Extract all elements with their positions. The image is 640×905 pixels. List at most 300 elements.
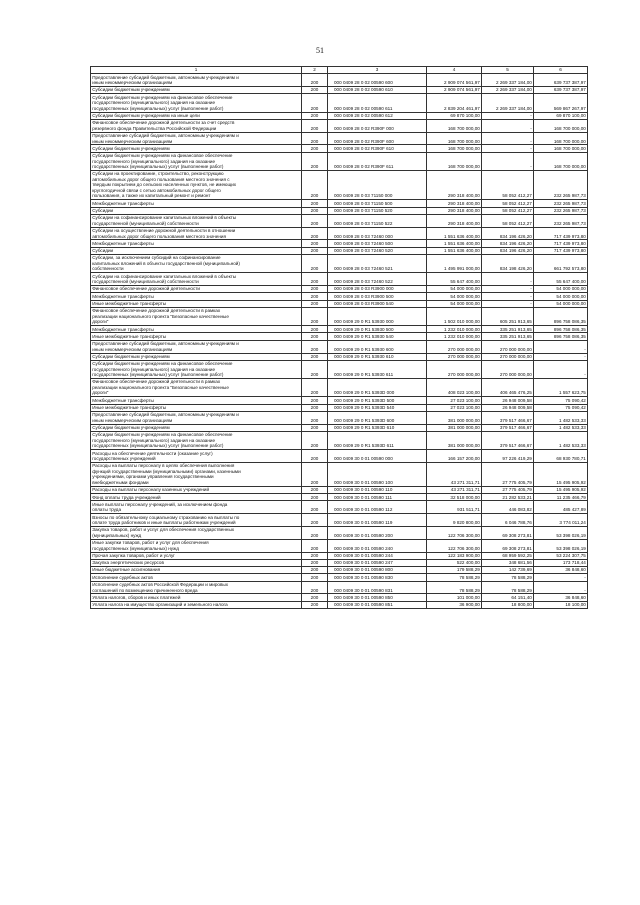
unexecuted-amount-cell: 68 930 780,71 <box>534 450 588 463</box>
executed-amount-cell: 270 000 000,00 <box>482 360 534 378</box>
row-code-cell: 200 <box>302 340 328 353</box>
budget-classification-cell: 000 0409 29 0 R1 5393D 540 <box>328 404 427 411</box>
row-code-cell: 200 <box>302 539 328 552</box>
unexecuted-amount-cell: 639 737 387,97 <box>534 87 588 94</box>
budget-classification-cell: 000 0409 30 0 01 00590 244 <box>328 552 427 559</box>
executed-amount-cell: 834 198 426,20 <box>482 255 534 273</box>
table-row <box>91 227 588 240</box>
budget-classification-cell: 000 0409 29 0 R1 53930 611 <box>328 360 427 378</box>
row-name-cell: Субсидии бюджетным учреждениям на финансовое обеспечение государственного (муниципального) задания на оказание государственных (муниципальных) услуг (выполнение работ) <box>91 432 302 450</box>
row-name-cell: Иные бюджетные ассигнования <box>91 567 302 574</box>
table-row <box>91 273 588 286</box>
table-header-row <box>91 67 588 74</box>
unexecuted-amount-cell: 53 398 026,19 <box>534 526 588 539</box>
row-name-cell: Субсидии бюджетным учреждениям на финансовое обеспечение государственного (муниципального) задания на оказание государственных (муниципальных) услуг (выполнение работ) <box>91 360 302 378</box>
unexecuted-amount-cell: 232 265 987,73 <box>534 200 588 207</box>
unexecuted-amount-cell: 168 700 000,00 <box>534 145 588 152</box>
row-name-cell: Межбюджетные трансферты <box>91 397 302 404</box>
table-row <box>91 119 588 132</box>
approved-amount-cell: 55 647 400,00 <box>427 273 482 286</box>
budget-classification-cell: 000 0409 29 0 R1 53930 000 <box>328 307 427 325</box>
approved-amount-cell: 381 000 000,00 <box>427 432 482 450</box>
approved-amount-cell: 2 909 074 561,97 <box>427 87 482 94</box>
executed-amount-cell: 379 517 466,67 <box>482 432 534 450</box>
budget-classification-cell: 000 0409 30 0 01 00590 100 <box>328 463 427 487</box>
approved-amount-cell: 27 023 100,00 <box>427 397 482 404</box>
row-name-cell: Предоставление субсидий бюджетным, автономным учреждениям и иным некоммерческим организациям <box>91 132 302 145</box>
row-code-cell: 200 <box>302 552 328 559</box>
unexecuted-amount-cell: 232 265 987,73 <box>534 214 588 227</box>
approved-amount-cell: 122 183 900,00 <box>427 552 482 559</box>
budget-classification-cell: 000 0409 28 0 02 R390F 610 <box>328 145 427 152</box>
unexecuted-amount-cell: - <box>534 574 588 581</box>
table-row <box>91 539 588 552</box>
approved-amount-cell: 290 318 400,00 <box>427 207 482 214</box>
table-row <box>91 432 588 450</box>
row-code-cell: 200 <box>302 432 328 450</box>
table-row <box>91 424 588 431</box>
row-name-cell: Иные межбюджетные трансферты <box>91 300 302 307</box>
unexecuted-amount-cell: 717 439 973,80 <box>534 227 588 240</box>
budget-classification-cell: 000 0409 28 0 02 00590 600 <box>328 74 427 87</box>
approved-amount-cell: 78 588,29 <box>427 574 482 581</box>
table-row <box>91 307 588 325</box>
approved-amount-cell: 290 318 400,00 <box>427 200 482 207</box>
budget-classification-cell: 000 0409 29 0 R1 5393D 600 <box>328 411 427 424</box>
budget-classification-cell: 000 0409 30 0 01 00590 119 <box>328 514 427 527</box>
unexecuted-amount-cell: - <box>534 353 588 360</box>
row-name-cell: Расходы на выплаты персоналу казенных учреждений <box>91 486 302 493</box>
row-code-cell: 200 <box>302 171 328 200</box>
approved-amount-cell: 179 588,29 <box>427 567 482 574</box>
executed-amount-cell: 97 226 419,29 <box>482 450 534 463</box>
unexecuted-amount-cell: 717 439 973,80 <box>534 240 588 247</box>
approved-amount-cell: 270 000 000,00 <box>427 340 482 353</box>
unexecuted-amount-cell: 168 700 000,00 <box>534 119 588 132</box>
unexecuted-amount-cell: 896 758 086,35 <box>534 326 588 333</box>
row-name-cell: Уплата налога на имущество организаций и земельного налога <box>91 601 302 608</box>
budget-classification-cell: 000 0409 30 0 01 00590 800 <box>328 567 427 574</box>
executed-amount-cell: 69 308 273,81 <box>482 539 534 552</box>
column-header: 3 <box>328 67 427 74</box>
row-name-cell: Межбюджетные трансферты <box>91 326 302 333</box>
executed-amount-cell: - <box>482 293 534 300</box>
row-code-cell: 200 <box>302 293 328 300</box>
approved-amount-cell: 1 551 636 400,00 <box>427 227 482 240</box>
row-name-cell: Предоставление субсидий бюджетным, автономным учреждениям и иным некоммерческим организациям <box>91 74 302 87</box>
row-code-cell: 200 <box>302 145 328 152</box>
executed-amount-cell: 27 775 405,79 <box>482 486 534 493</box>
table-row <box>91 581 588 594</box>
row-name-cell: Закупка товаров, работ и услуг для обеспечения государственных (муниципальных) нужд <box>91 526 302 539</box>
executed-amount-cell: 2 269 337 184,00 <box>482 94 534 112</box>
budget-classification-cell: 000 0409 29 0 R1 5393D 000 <box>328 379 427 397</box>
row-code-cell: 200 <box>302 424 328 431</box>
executed-amount-cell: 348 681,56 <box>482 559 534 566</box>
executed-amount-cell: - <box>482 112 534 119</box>
column-header: 1 <box>91 67 302 74</box>
row-code-cell: 200 <box>302 494 328 501</box>
row-name-cell: Субсидии на проектирование, строительство, реконструкцию автомобильных дорог общего пользования местного значения с твердым покрытием до сельских населенных пунктов, не имеющих круглогодичной связи с сетью автомобильных дорог общего пользования, а также их капитальный ремонт и ремонт <box>91 171 302 200</box>
executed-amount-cell: - <box>482 300 534 307</box>
approved-amount-cell: 69 870 100,00 <box>427 112 482 119</box>
unexecuted-amount-cell: 75 090,42 <box>534 404 588 411</box>
approved-amount-cell: 2 839 204 461,97 <box>427 94 482 112</box>
approved-amount-cell: 168 700 000,00 <box>427 152 482 170</box>
unexecuted-amount-cell: 168 700 000,00 <box>534 152 588 170</box>
executed-amount-cell: 27 775 405,79 <box>482 463 534 487</box>
row-name-cell: Субсидии бюджетным учреждениям <box>91 424 302 431</box>
unexecuted-amount-cell: 569 867 267,97 <box>534 94 588 112</box>
table-row <box>91 300 588 307</box>
budget-classification-cell: 000 0409 30 0 01 00590 111 <box>328 494 427 501</box>
row-name-cell: Расходы на выплаты персоналу в целях обеспечения выполнения функций государственными (муниципальными) органами, казенными учреждениями, органами управления государственными внебюджетными фондами <box>91 463 302 487</box>
approved-amount-cell: 1 232 010 000,00 <box>427 326 482 333</box>
table-row <box>91 293 588 300</box>
budget-classification-cell: 000 0409 30 0 01 00590 110 <box>328 486 427 493</box>
approved-amount-cell: 54 000 000,00 <box>427 286 482 293</box>
budget-classification-cell: 000 0409 28 0 03 R3900 000 <box>328 286 427 293</box>
executed-amount-cell: 406 465 476,25 <box>482 379 534 397</box>
executed-amount-cell: 834 196 426,20 <box>482 227 534 240</box>
row-name-cell: Субсидии бюджетным учреждениям на иные цели <box>91 112 302 119</box>
unexecuted-amount-cell: 36 848,60 <box>534 594 588 601</box>
unexecuted-amount-cell: 896 758 086,35 <box>534 307 588 325</box>
row-code-cell: 200 <box>302 286 328 293</box>
row-code-cell: 200 <box>302 333 328 340</box>
table-row <box>91 601 588 608</box>
row-code-cell: 200 <box>302 227 328 240</box>
budget-classification-cell: 000 0409 29 0 R1 53930 600 <box>328 340 427 353</box>
row-code-cell: 200 <box>302 300 328 307</box>
column-header: 6 <box>534 67 588 74</box>
approved-amount-cell: 32 518 000,00 <box>427 494 482 501</box>
budget-classification-cell: 000 0409 28 0 03 72460 500 <box>328 240 427 247</box>
budget-classification-cell: 000 0409 28 0 03 R3900 540 <box>328 300 427 307</box>
unexecuted-amount-cell: 18 100,00 <box>534 601 588 608</box>
unexecuted-amount-cell: 661 792 573,80 <box>534 255 588 273</box>
table-row <box>91 379 588 397</box>
approved-amount-cell: 43 271 311,71 <box>427 486 482 493</box>
row-name-cell: Исполнение судебных актов Российской Федерации и мировых соглашений по возмещению причиненного вреда <box>91 581 302 594</box>
budget-classification-cell: 000 0409 30 0 01 00590 240 <box>328 539 427 552</box>
row-code-cell: 200 <box>302 255 328 273</box>
row-name-cell: Субсидии на софинансирование капитальных вложений в объекты государственной (муниципальной) собственности <box>91 273 302 286</box>
budget-classification-cell: 000 0409 29 0 R1 53930 610 <box>328 353 427 360</box>
row-name-cell: Субсидии, за исключением субсидий на софинансирование капитальных вложений в объекты государственной (муниципальной) собственности <box>91 255 302 273</box>
executed-amount-cell: 21 282 533,21 <box>482 494 534 501</box>
approved-amount-cell: 522 400,00 <box>427 559 482 566</box>
row-code-cell: 200 <box>302 411 328 424</box>
table-row <box>91 450 588 463</box>
row-code-cell: 200 <box>302 379 328 397</box>
table-row <box>91 94 588 112</box>
table-row <box>91 463 588 487</box>
row-code-cell: 200 <box>302 112 328 119</box>
row-name-cell: Субсидии на софинансирование капитальных вложений в объекты государственной (муниципальной) собственности <box>91 214 302 227</box>
row-name-cell: Иные межбюджетные трансферты <box>91 404 302 411</box>
approved-amount-cell: 270 000 000,00 <box>427 360 482 378</box>
budget-classification-cell: 000 0409 28 0 03 R3900 500 <box>328 293 427 300</box>
executed-amount-cell: 270 000 000,00 <box>482 353 534 360</box>
executed-amount-cell: 58 052 412,27 <box>482 171 534 200</box>
unexecuted-amount-cell: - <box>534 360 588 378</box>
row-name-cell: Финансовое обеспечение дорожной деятельности <box>91 286 302 293</box>
unexecuted-amount-cell: 1 482 533,33 <box>534 411 588 424</box>
approved-amount-cell: 122 706 300,00 <box>427 526 482 539</box>
approved-amount-cell: 78 588,29 <box>427 581 482 594</box>
row-name-cell: Субсидии бюджетным учреждениям <box>91 145 302 152</box>
row-code-cell: 200 <box>302 360 328 378</box>
approved-amount-cell: 54 000 000,00 <box>427 293 482 300</box>
table-row <box>91 132 588 145</box>
budget-classification-cell: 000 0409 28 0 02 00590 610 <box>328 87 427 94</box>
approved-amount-cell: 168 700 000,00 <box>427 145 482 152</box>
table-row <box>91 87 588 94</box>
approved-amount-cell: 168 700 000,00 <box>427 119 482 132</box>
row-name-cell: Предоставление субсидий бюджетным, автономным учреждениям и иным некоммерческим организациям <box>91 411 302 424</box>
table-row <box>91 112 588 119</box>
approved-amount-cell: 54 000 000,00 <box>427 300 482 307</box>
budget-classification-cell: 000 0409 29 0 R1 5393D 611 <box>328 432 427 450</box>
row-code-cell: 200 <box>302 514 328 527</box>
row-code-cell: 200 <box>302 307 328 325</box>
executed-amount-cell: - <box>482 273 534 286</box>
approved-amount-cell: 166 157 200,00 <box>427 450 482 463</box>
row-code-cell: 200 <box>302 207 328 214</box>
executed-amount-cell: 605 251 913,65 <box>482 307 534 325</box>
budget-classification-cell: 000 0409 29 0 R1 53930 540 <box>328 333 427 340</box>
row-name-cell: Межбюджетные трансферты <box>91 200 302 207</box>
approved-amount-cell: 27 023 100,00 <box>427 404 482 411</box>
row-name-cell: Иные межбюджетные трансферты <box>91 333 302 340</box>
budget-classification-cell: 000 0409 29 0 R1 53930 500 <box>328 326 427 333</box>
approved-amount-cell: 1 232 010 000,00 <box>427 333 482 340</box>
approved-amount-cell: 931 511,71 <box>427 501 482 514</box>
unexecuted-amount-cell: 55 647 400,00 <box>534 273 588 286</box>
executed-amount-cell: 2 269 337 184,00 <box>482 74 534 87</box>
row-name-cell: Предоставление субсидий бюджетным, автономным учреждениям и иным некоммерческим организациям <box>91 340 302 353</box>
row-name-cell: Субсидии бюджетным учреждениям <box>91 353 302 360</box>
approved-amount-cell: 381 000 000,00 <box>427 424 482 431</box>
executed-amount-cell: 78 588,29 <box>482 574 534 581</box>
row-name-cell: Субсидии <box>91 247 302 254</box>
row-code-cell: 200 <box>302 581 328 594</box>
unexecuted-amount-cell: 1 557 623,75 <box>534 379 588 397</box>
approved-amount-cell: 2 909 074 561,97 <box>427 74 482 87</box>
unexecuted-amount-cell: 54 000 000,00 <box>534 300 588 307</box>
table-row <box>91 207 588 214</box>
table-row <box>91 145 588 152</box>
column-header: 5 <box>482 67 534 74</box>
approved-amount-cell: 43 271 311,71 <box>427 463 482 487</box>
row-code-cell: 200 <box>302 601 328 608</box>
unexecuted-amount-cell: 69 870 100,00 <box>534 112 588 119</box>
executed-amount-cell: 58 052 412,27 <box>482 214 534 227</box>
unexecuted-amount-cell: 896 758 086,35 <box>534 333 588 340</box>
executed-amount-cell: 834 196 426,20 <box>482 240 534 247</box>
executed-amount-cell: 18 800,00 <box>482 601 534 608</box>
executed-amount-cell: 270 000 000,00 <box>482 340 534 353</box>
budget-execution-table <box>90 66 588 609</box>
unexecuted-amount-cell: 36 848,60 <box>534 567 588 574</box>
row-name-cell: Межбюджетные трансферты <box>91 240 302 247</box>
budget-classification-cell: 000 0409 30 0 01 00590 830 <box>328 574 427 581</box>
executed-amount-cell: 446 083,82 <box>482 501 534 514</box>
row-code-cell: 200 <box>302 74 328 87</box>
budget-classification-cell: 000 0409 28 0 02 R390F 600 <box>328 132 427 145</box>
row-code-cell: 200 <box>302 486 328 493</box>
budget-classification-cell: 000 0409 28 0 03 72460 521 <box>328 255 427 273</box>
table-row <box>91 559 588 566</box>
executed-amount-cell: - <box>482 286 534 293</box>
table-row <box>91 360 588 378</box>
table-row <box>91 574 588 581</box>
executed-amount-cell: 69 308 273,81 <box>482 526 534 539</box>
row-name-cell: Субсидии бюджетным учреждениям <box>91 87 302 94</box>
budget-classification-cell: 000 0409 28 0 03 72460 000 <box>328 227 427 240</box>
table-row <box>91 404 588 411</box>
approved-amount-cell: 168 700 000,00 <box>427 132 482 145</box>
row-code-cell: 200 <box>302 152 328 170</box>
unexecuted-amount-cell: 232 265 987,73 <box>534 171 588 200</box>
approved-amount-cell: 408 023 100,00 <box>427 379 482 397</box>
row-code-cell: 200 <box>302 397 328 404</box>
row-name-cell: Иные закупки товаров, работ и услуг для обеспечения государственных (муниципальных) нужд <box>91 539 302 552</box>
approved-amount-cell: 290 318 400,00 <box>427 171 482 200</box>
executed-amount-cell: 335 251 913,65 <box>482 326 534 333</box>
row-code-cell: 200 <box>302 119 328 132</box>
row-code-cell: 200 <box>302 559 328 566</box>
table-row <box>91 74 588 87</box>
executed-amount-cell: 26 948 009,58 <box>482 404 534 411</box>
unexecuted-amount-cell: 168 700 000,00 <box>534 132 588 145</box>
executed-amount-cell: - <box>482 119 534 132</box>
executed-amount-cell: 64 151,40 <box>482 594 534 601</box>
table-row <box>91 567 588 574</box>
unexecuted-amount-cell: 11 235 466,79 <box>534 494 588 501</box>
row-name-cell: Финансовое обеспечение дорожной деятельности в рамках реализации национального проекта "Безопасные качественные дороги" <box>91 307 302 325</box>
page-number: 51 <box>316 46 324 55</box>
row-name-cell: Субсидии бюджетным учреждениям на финансовое обеспечение государственного (муниципального) задания на оказание государственных (муниципальных) услуг (выполнение работ) <box>91 152 302 170</box>
executed-amount-cell: - <box>482 145 534 152</box>
row-code-cell: 200 <box>302 214 328 227</box>
row-code-cell: 200 <box>302 240 328 247</box>
approved-amount-cell: 381 000 000,00 <box>427 411 482 424</box>
budget-classification-cell: 000 0409 28 0 03 71150 500 <box>328 200 427 207</box>
unexecuted-amount-cell: 53 398 026,19 <box>534 539 588 552</box>
row-code-cell: 200 <box>302 273 328 286</box>
table-row <box>91 333 588 340</box>
row-code-cell: 200 <box>302 132 328 145</box>
budget-classification-cell: 000 0409 28 0 03 72460 522 <box>328 273 427 286</box>
executed-amount-cell: 335 251 913,65 <box>482 333 534 340</box>
row-code-cell: 200 <box>302 567 328 574</box>
table-row <box>91 552 588 559</box>
row-name-cell: Субсидии бюджетным учреждениям на финансовое обеспечение государственного (муниципального) задания на оказание государственных (муниципальных) услуг (выполнение работ) <box>91 94 302 112</box>
row-code-cell: 200 <box>302 94 328 112</box>
row-name-cell: Взносы по обязательному социальному страхованию на выплаты по оплате труда работников и иные выплаты работникам учреждений <box>91 514 302 527</box>
budget-classification-cell: 000 0409 30 0 01 00590 247 <box>328 559 427 566</box>
row-code-cell: 200 <box>302 326 328 333</box>
row-code-cell: 200 <box>302 450 328 463</box>
unexecuted-amount-cell: 485 427,89 <box>534 501 588 514</box>
approved-amount-cell: 1 495 991 000,00 <box>427 255 482 273</box>
table-row <box>91 397 588 404</box>
table-row <box>91 200 588 207</box>
column-header: 4 <box>427 67 482 74</box>
row-name-cell: Расходы на обеспечение деятельности (оказание услуг) государственных учреждений <box>91 450 302 463</box>
budget-classification-cell: 000 0409 30 0 01 00590 000 <box>328 450 427 463</box>
table-row <box>91 214 588 227</box>
row-code-cell: 200 <box>302 463 328 487</box>
table-row <box>91 240 588 247</box>
row-name-cell: Исполнение судебных актов <box>91 574 302 581</box>
table-row <box>91 255 588 273</box>
row-code-cell: 200 <box>302 247 328 254</box>
unexecuted-amount-cell: 54 000 000,00 <box>534 286 588 293</box>
unexecuted-amount-cell: 1 482 533,33 <box>534 432 588 450</box>
row-name-cell: Прочая закупка товаров, работ и услуг <box>91 552 302 559</box>
budget-classification-cell: 000 0409 30 0 01 00590 200 <box>328 526 427 539</box>
row-name-cell: Субсидии <box>91 207 302 214</box>
executed-amount-cell: 379 517 466,67 <box>482 424 534 431</box>
unexecuted-amount-cell: 54 000 000,00 <box>534 293 588 300</box>
unexecuted-amount-cell: 232 265 987,73 <box>534 207 588 214</box>
table-row <box>91 152 588 170</box>
executed-amount-cell: 2 269 337 184,00 <box>482 87 534 94</box>
row-name-cell: Финансовое обеспечение дорожной деятельности в рамках реализации национального проекта "Безопасные качественные дороги" <box>91 379 302 397</box>
unexecuted-amount-cell: 717 439 973,80 <box>534 247 588 254</box>
budget-classification-cell: 000 0409 29 0 R1 5393D 610 <box>328 424 427 431</box>
table-row <box>91 326 588 333</box>
table-row <box>91 286 588 293</box>
column-header: 2 <box>302 67 328 74</box>
row-name-cell: Закупка энергетических ресурсов <box>91 559 302 566</box>
approved-amount-cell: 1 551 636 400,00 <box>427 247 482 254</box>
table-row <box>91 171 588 200</box>
budget-classification-cell: 000 0409 28 0 02 R390F 000 <box>328 119 427 132</box>
unexecuted-amount-cell: 53 224 307,75 <box>534 552 588 559</box>
budget-classification-cell: 000 0409 30 0 01 00590 112 <box>328 501 427 514</box>
executed-amount-cell: 6 046 788,76 <box>482 514 534 527</box>
unexecuted-amount-cell: 15 495 905,92 <box>534 463 588 487</box>
approved-amount-cell: 101 000,00 <box>427 594 482 601</box>
unexecuted-amount-cell: 15 495 905,92 <box>534 486 588 493</box>
unexecuted-amount-cell: 75 090,42 <box>534 397 588 404</box>
budget-classification-cell: 000 0409 28 0 03 72460 520 <box>328 247 427 254</box>
row-name-cell: Финансовое обеспечение дорожной деятельности за счет средств резервного фонда Правительства Российской Федерации <box>91 119 302 132</box>
row-code-cell: 200 <box>302 594 328 601</box>
approved-amount-cell: 9 820 800,00 <box>427 514 482 527</box>
unexecuted-amount-cell: 639 737 387,97 <box>534 74 588 87</box>
table-row <box>91 340 588 353</box>
row-code-cell: 200 <box>302 404 328 411</box>
row-code-cell: 200 <box>302 526 328 539</box>
table-row <box>91 594 588 601</box>
executed-amount-cell: 78 588,29 <box>482 581 534 594</box>
executed-amount-cell: 58 052 412,27 <box>482 207 534 214</box>
table-row <box>91 501 588 514</box>
unexecuted-amount-cell: 1 482 533,33 <box>534 424 588 431</box>
approved-amount-cell: 1 551 636 400,00 <box>427 240 482 247</box>
row-code-cell: 200 <box>302 87 328 94</box>
executed-amount-cell: 26 948 009,58 <box>482 397 534 404</box>
row-name-cell: Иные выплаты персоналу учреждений, за исключением фонда оплаты труда <box>91 501 302 514</box>
table-row <box>91 411 588 424</box>
table-row <box>91 486 588 493</box>
budget-classification-cell: 000 0409 28 0 02 00590 612 <box>328 112 427 119</box>
